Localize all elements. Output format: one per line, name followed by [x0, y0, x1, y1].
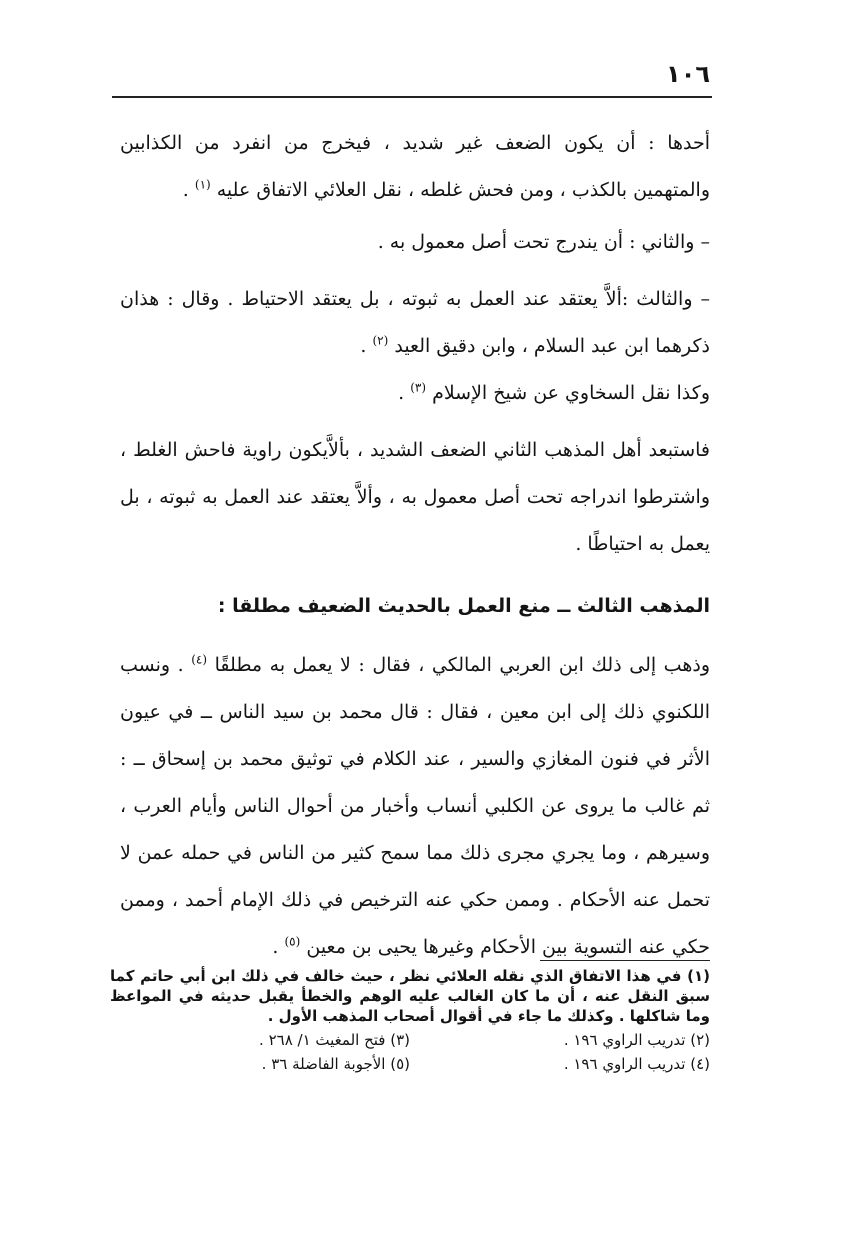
footnotes [110, 966, 710, 1074]
paragraph-text: . ونسب اللكنوي ذلك إلى ابن معين ، فقال : قال محمد بن سيد الناس ــ في عيون الأثر في فنون المغازي والسير ، عند الكلام في توثيق محمد بن إسحاق ــ : ثم غالب ما يروى عن الكلبي أنساب وأخبار من أحوال الناس وأيام العرب ، وسيرهم ، وما يجري مجرى ذلك مما سمح كثير من الناس في حمله عمن لا تحمل عنه الأحكام . وممن حكي عنه الترخيص في ذلك الإمام أحمد ، وممن حكي عنه التسوية بين الأحكام وغيرها يحيى بن معين [120, 654, 710, 958]
footnote-marker: (٣) [410, 380, 427, 395]
main-text [120, 120, 710, 971]
sentence-end: . [398, 382, 405, 404]
footnote-marker: (٤) [191, 652, 208, 667]
footnote-4: (٤) تدريب الراوي ١٩٦ . [563, 1055, 710, 1073]
footnote-row [110, 1030, 710, 1050]
paragraph-summary [120, 427, 710, 568]
paragraph-text: وكذا نقل السخاوي عن شيخ الإسلام [432, 382, 710, 404]
paragraph-text: وذهب إلى ذلك ابن العربي المالكي ، فقال : لا يعمل به مطلقًا [214, 654, 710, 676]
footnote-separator [540, 960, 710, 961]
footnote-marker: (١) [194, 177, 211, 192]
paragraph-text: – والثالث :ألاَّ يعتقد عند العمل به ثبوته ، بل يعتقد الاحتياط . وقال : هذان ذكرهما ابن عبد السلام ، وابن دقيق العيد [120, 288, 710, 357]
footnote-marker: (٥) [284, 934, 301, 949]
page-number: ١٠٦ [666, 60, 710, 88]
paragraph-text: فاستبعد أهل المذهب الثاني الضعف الشديد ، بألاَّيكون راوية فاحش الغلط ، واشترطوا اندراجه تحت أصل معمول به ، وألاَّ يعتقد عند العمل به ثبوته ، بل يعمل به احتياطًا . [120, 439, 710, 555]
section-heading: المذهب الثالث ــ منع العمل بالحديث الضعيف مطلقا : [217, 595, 710, 617]
sentence-end: . [272, 936, 279, 958]
header-rule [112, 96, 712, 98]
footnote-1: (١) في هذا الاتفاق الذي نقله العلائي نظر ، حيث خالف في ذلك ابن أبي حاتم كما سبق النقل عنه ، أن ما كان الغالب عليه الوهم والخطأ يقبل حديثه في المواعظ وما شاكلها . وكذلك ما جاء في أقوال أصحاب المذهب الأول . [110, 967, 710, 1025]
footnote-row [110, 1054, 710, 1074]
paragraph-second-condition [120, 219, 710, 266]
sentence-end: . [360, 335, 367, 357]
paragraph-first-condition [120, 120, 710, 214]
paragraph-third-school [120, 642, 710, 971]
paragraph-sakhawi [120, 370, 710, 417]
footnote-5: (٥) الأجوبة الفاضلة ٣٦ . [261, 1055, 410, 1073]
paragraph-third-condition [120, 276, 710, 370]
footnote-2: (٢) تدريب الراوي ١٩٦ . [563, 1031, 710, 1049]
footnote-marker: (٢) [372, 333, 389, 348]
sentence-end: . [182, 179, 189, 201]
footnote-3: (٣) فتح المغيث ١/ ٢٦٨ . [259, 1031, 410, 1049]
paragraph-text: أحدها : أن يكون الضعف غير شديد ، فيخرج من انفرد من الكذابين والمتهمين بالكذب ، ومن فحش غلطه ، نقل العلائي الاتفاق عليه [120, 132, 710, 201]
paragraph-text: – والثاني : أن يندرج تحت أصل معمول به . [377, 231, 710, 253]
